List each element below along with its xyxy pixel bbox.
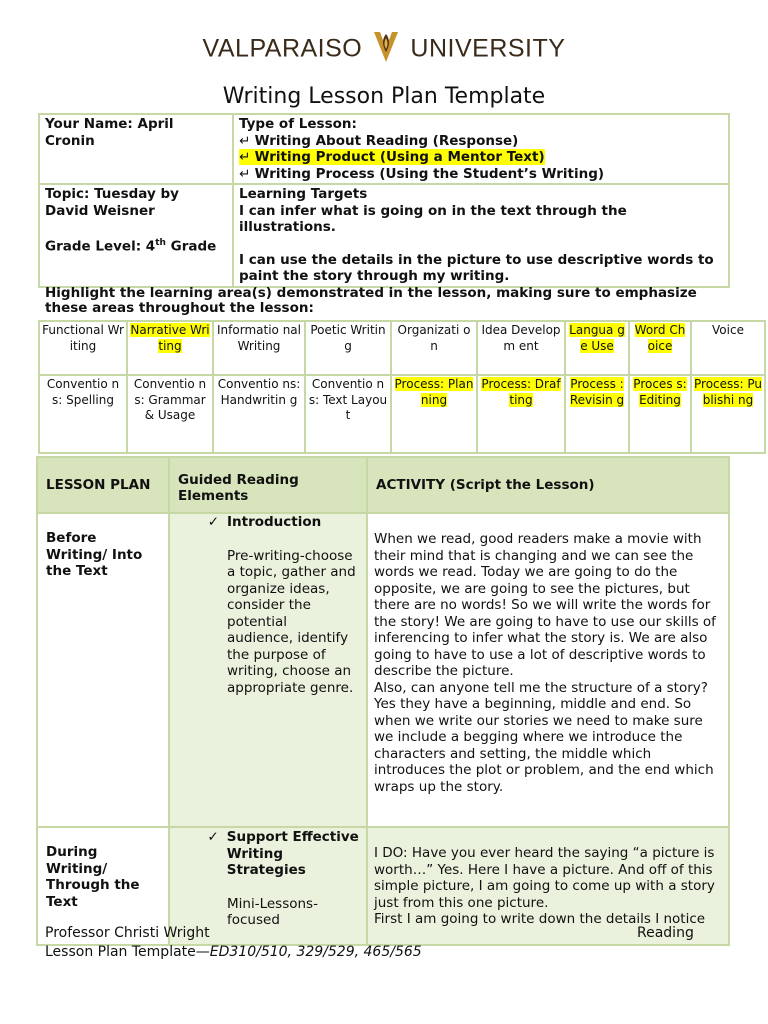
area-cell: Narrative Writing xyxy=(127,321,213,375)
logo-text-left: VALPARAISO xyxy=(202,34,363,63)
area-cell: Poetic Writing xyxy=(305,321,391,375)
stage-during-writing: During Writing/ Through the Text xyxy=(37,827,169,945)
area-cell: Process: Drafting xyxy=(477,375,565,453)
element-body: Pre-writing-choose a topic, gather and organize ideas, consider the potential audience, identify the purpose of writing, choose an appropriate genre. xyxy=(227,547,356,696)
torch-flame-icon xyxy=(371,30,401,68)
area-cell: Idea Developm ent xyxy=(477,321,565,375)
footer-professor: Professor Christi Wright xyxy=(45,925,210,941)
footer xyxy=(45,924,422,962)
checkmark-icon: ✓ xyxy=(207,829,219,845)
table-row xyxy=(37,513,729,827)
learning-targets-cell xyxy=(233,184,729,287)
return-arrow-icon: ↵ xyxy=(239,165,255,182)
area-cell: Process: Planning xyxy=(391,375,477,453)
footer-course: Lesson Plan Template—ED310/510, 329/529, 465/565 xyxy=(45,944,422,960)
area-cell: Functional Writing xyxy=(39,321,127,375)
lesson-plan-table xyxy=(36,456,730,946)
grade-level: Grade Level: 4th Grade xyxy=(45,238,217,255)
area-cell: Conventio ns: Grammar & Usage xyxy=(127,375,213,453)
header-activity: ACTIVITY (Script the Lesson) xyxy=(367,457,729,513)
area-cell: Organizati on xyxy=(391,321,477,375)
header-guided-reading: Guided Reading Elements xyxy=(169,457,367,513)
lesson-topic: Topic: Tuesday by David Weisner xyxy=(45,186,179,219)
stage-before-writing: Before Writing/ Into the Text xyxy=(37,513,169,827)
lesson-type-option: ↵ Writing About Reading (Response) xyxy=(239,132,519,149)
area-cell: Langua ge Use xyxy=(565,321,629,375)
lesson-type-option: ↵ Writing Process (Using the Student’s Writing) xyxy=(239,165,605,182)
area-cell: Conventio ns: Handwritin g xyxy=(213,375,305,453)
lesson-type-label: Type of Lesson: xyxy=(239,116,357,132)
element-body: Mini-Lessons-focused xyxy=(227,895,318,928)
page-title: Writing Lesson Plan Template xyxy=(222,84,546,109)
area-cell: Proces s: Editing xyxy=(629,375,691,453)
area-cell: Conventio ns: Text Layout xyxy=(305,375,391,453)
area-cell: Informatio nal Writing xyxy=(213,321,305,375)
lesson-type-cell xyxy=(233,114,729,184)
learning-targets-label: Learning Targets xyxy=(239,186,368,202)
area-cell: Process : Revisin g xyxy=(565,375,629,453)
area-cell: Process: Publishi ng xyxy=(691,375,765,453)
activity-text: I DO: Have you ever heard the saying “a picture is worth…” Yes. Here I have a picture. And off of this simple picture, I am going to come up with a story just from this one picture. First I am going to write down the details I notice xyxy=(367,827,729,945)
footer-subject: Reading xyxy=(637,925,694,941)
return-arrow-icon: ↵ xyxy=(239,132,255,149)
learning-target-2: I can use the details in the picture to use descriptive words to paint the story through my writing. xyxy=(239,251,714,284)
learning-areas-table xyxy=(38,320,766,454)
checkmark-icon: ✓ xyxy=(207,514,219,530)
area-cell: Voice xyxy=(691,321,765,375)
learning-target-1: I can infer what is going on in the text through the illustrations. xyxy=(239,202,627,235)
teacher-name: Your Name: April Cronin xyxy=(45,116,174,149)
area-cell: Word Choice xyxy=(629,321,691,375)
university-logo xyxy=(0,30,768,68)
lesson-info-table xyxy=(38,113,730,288)
return-arrow-icon: ↵ xyxy=(239,149,255,165)
logo-text-right: UNIVERSITY xyxy=(410,34,566,63)
lesson-type-list xyxy=(239,133,723,183)
highlight-instructions: Highlight the learning area(s) demonstrated in the lesson, making sure to emphasize these areas throughout the lesson: xyxy=(45,285,697,316)
topic-cell xyxy=(39,184,233,287)
area-cell: Conventio ns: Spelling xyxy=(39,375,127,453)
header-lesson-plan: LESSON PLAN xyxy=(37,457,169,513)
activity-text: When we read, good readers make a movie with their mind that is changing and we can see the words we read. Today we are going to do the opposite, we are going to see the pictures, but there are no words! So we will write the words for the story! We are going to have to use our skills of inferencing to infer what the story is. We are also going to have to use a lot of descriptive words to describe the picture. Also, can anyone tell me the structure of a story? Yes they have a beginning, middle and end. So when we write our stories we need to make sure we include a begging where we introduce the characters and setting, the middle which introduces the plot or problem, and the end which wraps up the story. xyxy=(367,513,729,827)
element-title: Support Effective Writing Strategies xyxy=(226,829,359,878)
element-title: Introduction xyxy=(227,514,322,530)
lesson-type-option: ↵ Writing Product (Using a Mentor Text) xyxy=(239,149,545,165)
guided-element-introduction xyxy=(169,513,367,827)
name-cell xyxy=(39,114,233,184)
